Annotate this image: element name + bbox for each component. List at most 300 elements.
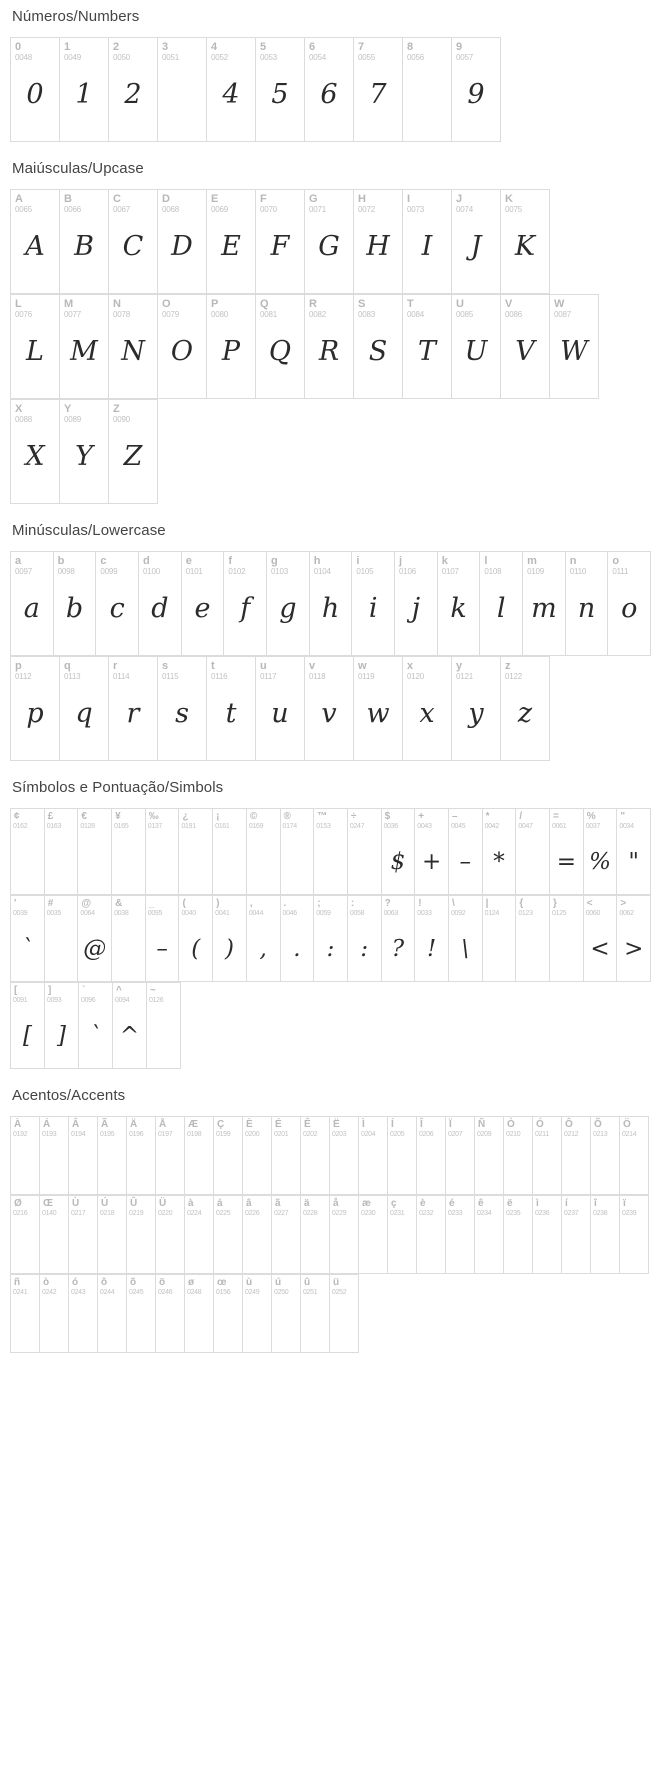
glyph-char-label: ~	[150, 985, 156, 996]
glyph-cell[interactable]	[452, 190, 501, 294]
glyph-cell[interactable]	[45, 983, 79, 1069]
glyph-char-label: Ü	[159, 1198, 167, 1209]
glyph-preview: H	[366, 231, 390, 262]
glyph-code-label: 0230	[361, 1210, 376, 1217]
glyph-preview: W	[560, 336, 588, 367]
glyph-code-label: 0193	[42, 1131, 57, 1138]
glyph-preview: $	[390, 849, 406, 875]
glyph-cell[interactable]	[281, 896, 315, 982]
glyph-cell[interactable]	[11, 896, 45, 982]
glyph-cell[interactable]	[352, 552, 395, 656]
glyph-char-label: Í	[391, 1119, 394, 1130]
glyph-char-label: q	[64, 660, 71, 672]
glyph-cell[interactable]	[207, 657, 256, 761]
glyph-preview: r	[126, 698, 140, 729]
glyph-cell[interactable]	[113, 983, 147, 1069]
glyph-code-label: 0123	[518, 910, 533, 917]
glyph-cell[interactable]	[146, 809, 180, 895]
glyph-cell[interactable]	[11, 657, 60, 761]
glyph-cell[interactable]	[382, 896, 416, 982]
glyph-cell[interactable]	[11, 1275, 40, 1353]
glyph-cell[interactable]	[109, 190, 158, 294]
glyph-char-label: è	[420, 1198, 426, 1209]
glyph-char-label: :	[350, 898, 355, 909]
glyph-char-label: 4	[211, 41, 218, 53]
glyph-code-label: 0092	[450, 910, 466, 917]
glyph-char-label: €	[81, 811, 87, 822]
glyph-char-label: ö	[159, 1277, 166, 1288]
glyph-cell[interactable]	[584, 896, 618, 982]
glyph-preview: 9	[467, 79, 485, 110]
glyph-code-label: 0077	[64, 310, 81, 319]
glyph-cell[interactable]	[98, 1275, 127, 1353]
glyph-cell[interactable]	[301, 1196, 330, 1274]
glyph-cell[interactable]	[305, 190, 354, 294]
glyph-cell[interactable]	[40, 1117, 69, 1195]
glyph-cell[interactable]	[562, 1117, 591, 1195]
glyph-char-label: s	[162, 660, 169, 672]
glyph-cell[interactable]	[60, 38, 109, 142]
glyph-code-label: 0078	[113, 310, 130, 319]
glyph-code-label: 0233	[448, 1210, 463, 1217]
glyph-cell[interactable]	[415, 809, 449, 895]
glyph-cell[interactable]	[301, 1275, 330, 1353]
glyph-cell[interactable]	[158, 295, 207, 399]
glyph-char-label: â	[246, 1198, 252, 1209]
glyph-cell[interactable]	[156, 1196, 185, 1274]
glyph-cell[interactable]	[158, 190, 207, 294]
glyph-cell[interactable]	[109, 295, 158, 399]
glyph-cell[interactable]	[348, 809, 382, 895]
glyph-cell[interactable]	[179, 896, 213, 982]
glyph-cell[interactable]	[550, 809, 584, 895]
glyph-cell[interactable]	[403, 38, 452, 142]
glyph-code-label: 0099	[100, 567, 118, 576]
glyph-code-label: 0251	[303, 1289, 318, 1296]
glyph-cell[interactable]	[185, 1196, 214, 1274]
glyph-char-label: '	[14, 898, 17, 909]
glyph-char-label: %	[586, 811, 596, 822]
glyph-char-label: r	[113, 660, 118, 672]
glyph-cell[interactable]	[314, 896, 348, 982]
glyph-code-label: 0103	[271, 567, 289, 576]
glyph-char-label: z	[505, 660, 511, 672]
glyph-char-label: C	[113, 193, 121, 205]
glyph-char-label: Ù	[72, 1198, 80, 1209]
glyph-cell[interactable]	[449, 896, 483, 982]
glyph-code-label: 0064	[80, 910, 95, 917]
glyph-cell[interactable]	[516, 809, 550, 895]
glyph-cell[interactable]	[305, 657, 354, 761]
glyph-code-label: 0201	[274, 1131, 289, 1138]
glyph-code-label: 0076	[15, 310, 32, 319]
glyph-cell[interactable]	[185, 1117, 214, 1195]
glyph-preview: =	[556, 849, 576, 875]
glyph-cell[interactable]	[281, 809, 315, 895]
glyph-char-label: ÷	[350, 811, 357, 822]
glyph-cell[interactable]	[146, 896, 180, 982]
glyph-preview: G	[318, 231, 340, 262]
glyph-cell[interactable]	[147, 983, 181, 1069]
glyph-cell[interactable]	[185, 1275, 214, 1353]
glyph-cell[interactable]	[354, 38, 403, 142]
glyph-cell[interactable]	[354, 657, 403, 761]
glyph-cell[interactable]	[182, 552, 225, 656]
glyph-preview: –	[459, 849, 472, 875]
glyph-cell[interactable]	[11, 295, 60, 399]
glyph-cell[interactable]	[305, 295, 354, 399]
glyph-cell[interactable]	[156, 1275, 185, 1353]
glyph-cell[interactable]	[446, 1196, 475, 1274]
glyph-cell[interactable]	[54, 552, 97, 656]
glyph-cell[interactable]	[247, 809, 281, 895]
glyph-cell[interactable]	[109, 400, 158, 504]
glyph-preview: b	[65, 593, 84, 624]
glyph-cell[interactable]	[446, 1117, 475, 1195]
glyph-cell[interactable]	[533, 1117, 562, 1195]
glyph-char-label: w	[358, 660, 367, 672]
glyph-cell[interactable]	[207, 295, 256, 399]
glyph-char-label: X	[15, 403, 23, 415]
glyph-preview: J	[470, 231, 482, 262]
glyph-cell[interactable]	[96, 552, 139, 656]
glyph-char-label: u	[260, 660, 267, 672]
glyph-cell[interactable]	[112, 809, 146, 895]
glyph-char-label: é	[449, 1198, 455, 1209]
glyph-cell[interactable]	[591, 1196, 620, 1274]
glyph-code-label: 0200	[245, 1131, 260, 1138]
glyph-code-label: 0088	[15, 415, 32, 424]
glyph-char-label: ó	[72, 1277, 79, 1288]
glyph-cell[interactable]	[45, 809, 79, 895]
glyph-preview: `	[21, 936, 34, 962]
glyph-cell[interactable]	[359, 1117, 388, 1195]
glyph-preview: Q	[268, 336, 292, 367]
glyph-cell[interactable]	[179, 809, 213, 895]
glyph-cell[interactable]	[11, 38, 60, 142]
glyph-cell[interactable]	[40, 1275, 69, 1353]
glyph-code-label: 0049	[64, 53, 81, 62]
glyph-code-label: 0082	[309, 310, 326, 319]
glyph-code-label: 0238	[593, 1210, 608, 1217]
glyph-cell[interactable]	[501, 657, 550, 761]
glyph-cell[interactable]	[78, 809, 112, 895]
glyph-cell[interactable]	[256, 295, 305, 399]
glyph-cell[interactable]	[60, 190, 109, 294]
glyph-char-label: í	[565, 1198, 568, 1209]
glyph-preview: T	[417, 336, 436, 367]
glyph-cell[interactable]	[11, 400, 60, 504]
glyph-char-label: v	[309, 660, 316, 672]
glyph-char-label: ¥	[115, 811, 121, 822]
glyph-code-label: 0247	[349, 823, 365, 830]
glyph-cell[interactable]	[213, 809, 247, 895]
glyph-cell[interactable]	[243, 1196, 272, 1274]
glyph-char-label: æ	[362, 1198, 371, 1209]
glyph-code-label: 0071	[309, 205, 326, 214]
glyph-cell[interactable]	[523, 552, 566, 656]
glyph-cell[interactable]	[69, 1117, 98, 1195]
glyph-char-label: 2	[113, 41, 120, 53]
glyph-cell[interactable]	[388, 1196, 417, 1274]
glyph-char-label: O	[162, 298, 171, 310]
glyph-cell[interactable]	[79, 983, 113, 1069]
glyph-cell[interactable]	[11, 190, 60, 294]
glyph-code-label: 0081	[260, 310, 277, 319]
glyph-code-label: 0119	[358, 672, 375, 681]
glyph-cell[interactable]	[243, 1275, 272, 1353]
glyph-cell[interactable]	[207, 38, 256, 142]
glyph-preview: ,	[259, 936, 267, 962]
glyph-code-label: 0110	[569, 567, 587, 576]
glyph-cell[interactable]	[224, 552, 267, 656]
glyph-cell[interactable]	[516, 896, 550, 982]
glyph-cell[interactable]	[475, 1196, 504, 1274]
glyph-char-label: {	[519, 898, 524, 909]
glyph-cell[interactable]	[213, 896, 247, 982]
glyph-char-label: t	[211, 660, 215, 672]
glyph-cell[interactable]	[566, 552, 609, 656]
glyph-cell[interactable]	[550, 295, 599, 399]
glyph-code-label: 0113	[64, 672, 81, 681]
glyph-preview: f	[240, 593, 251, 624]
glyph-char-label: !	[418, 898, 422, 909]
glyph-code-label: 0040	[181, 910, 196, 917]
glyph-cell[interactable]	[272, 1275, 301, 1353]
glyph-code-label: 0206	[419, 1131, 434, 1138]
glyph-cell[interactable]	[158, 657, 207, 761]
glyph-cell[interactable]	[207, 190, 256, 294]
glyph-code-label: 0199	[216, 1131, 231, 1138]
glyph-preview: F	[270, 231, 290, 262]
glyph-cell[interactable]	[98, 1196, 127, 1274]
glyph-cell[interactable]	[272, 1117, 301, 1195]
glyph-preview: ?	[391, 936, 405, 962]
glyph-char-label: G	[309, 193, 318, 205]
glyph-cell[interactable]	[330, 1196, 359, 1274]
glyph-code-label: 0162	[13, 823, 28, 830]
glyph-cell[interactable]	[591, 1117, 620, 1195]
glyph-cell[interactable]	[354, 295, 403, 399]
glyph-cell[interactable]	[417, 1196, 446, 1274]
glyph-code-label: 0120	[407, 672, 424, 681]
glyph-cell[interactable]	[617, 896, 651, 982]
glyph-code-label: 0055	[358, 53, 375, 62]
glyph-code-label: 0107	[441, 567, 459, 576]
glyph-cell[interactable]	[330, 1117, 359, 1195]
section-upcase	[10, 146, 651, 504]
glyph-cell[interactable]	[40, 1196, 69, 1274]
glyph-cell[interactable]	[550, 896, 584, 982]
glyph-cell[interactable]	[480, 552, 523, 656]
glyph-cell[interactable]	[11, 809, 45, 895]
glyph-code-label: 0105	[356, 567, 374, 576]
glyph-cell[interactable]	[139, 552, 182, 656]
glyph-preview: d	[151, 593, 169, 624]
glyph-cell[interactable]	[214, 1196, 243, 1274]
glyph-preview: p	[26, 698, 44, 729]
glyph-code-label: 0192	[13, 1131, 28, 1138]
glyph-cell[interactable]	[272, 1196, 301, 1274]
glyph-cell[interactable]	[501, 295, 550, 399]
glyph-code-label: 0227	[274, 1210, 289, 1217]
glyph-cell[interactable]	[449, 809, 483, 895]
glyph-cell[interactable]	[330, 1275, 359, 1353]
glyph-cell[interactable]	[11, 983, 45, 1069]
glyph-preview: R	[318, 336, 340, 367]
glyph-cell[interactable]	[305, 38, 354, 142]
glyph-preview: S	[368, 336, 388, 367]
glyph-preview: C	[122, 231, 144, 262]
glyph-cell[interactable]	[395, 552, 438, 656]
glyph-cell[interactable]	[483, 809, 517, 895]
glyph-cell[interactable]	[617, 809, 651, 895]
glyph-code-label: 0228	[303, 1210, 318, 1217]
glyph-code-label: 0063	[383, 910, 398, 917]
glyph-cell[interactable]	[608, 552, 651, 656]
glyph-preview: 6	[320, 79, 338, 110]
glyph-code-label: 0165	[114, 823, 129, 830]
glyph-cell[interactable]	[256, 657, 305, 761]
glyph-cell[interactable]	[348, 896, 382, 982]
glyph-char-label: h	[313, 555, 321, 567]
glyph-char-label: &	[115, 898, 123, 909]
glyph-cell[interactable]	[214, 1117, 243, 1195]
glyph-char-label: £	[47, 811, 54, 822]
glyph-code-label: 0229	[332, 1210, 347, 1217]
glyph-cell[interactable]	[256, 38, 305, 142]
glyph-cell[interactable]	[243, 1117, 272, 1195]
glyph-cell[interactable]	[452, 295, 501, 399]
glyph-code-label: 0207	[448, 1131, 463, 1138]
glyph-cell[interactable]	[504, 1117, 533, 1195]
glyph-char-label: e	[185, 555, 192, 567]
glyph-cell[interactable]	[267, 552, 310, 656]
glyph-cell[interactable]	[438, 552, 481, 656]
glyph-char-label: Å	[159, 1119, 167, 1130]
glyph-cell[interactable]	[11, 1196, 40, 1274]
glyph-code-label: 0124	[484, 910, 499, 917]
glyph-code-label: 0044	[248, 910, 264, 917]
glyph-code-label: 0038	[114, 910, 129, 917]
glyph-cell[interactable]	[475, 1117, 504, 1195]
glyph-cell[interactable]	[562, 1196, 591, 1274]
glyph-cell[interactable]	[127, 1196, 156, 1274]
glyph-cell[interactable]	[310, 552, 353, 656]
glyph-cell[interactable]	[127, 1275, 156, 1353]
glyph-cell[interactable]	[60, 400, 109, 504]
glyph-cell[interactable]	[584, 809, 618, 895]
glyph-cell[interactable]	[359, 1196, 388, 1274]
glyph-char-label: n	[569, 555, 577, 567]
glyph-char-label: .	[283, 898, 287, 909]
glyph-cell[interactable]	[504, 1196, 533, 1274]
glyph-cell[interactable]	[127, 1117, 156, 1195]
glyph-preview: q	[75, 698, 93, 729]
glyph-code-label: 0058	[349, 910, 365, 917]
glyph-cell[interactable]	[158, 38, 207, 142]
glyph-cell[interactable]	[415, 896, 449, 982]
glyph-code-label: 0232	[419, 1210, 434, 1217]
glyph-preview: m	[531, 593, 557, 624]
glyph-preview: 1	[75, 79, 93, 110]
glyph-preview: z	[517, 698, 533, 729]
glyph-char-label: Ì	[362, 1119, 365, 1130]
glyph-cell[interactable]	[417, 1117, 446, 1195]
glyph-cell[interactable]	[314, 809, 348, 895]
glyph-preview: N	[121, 336, 145, 367]
glyph-char-label: }	[553, 898, 557, 909]
glyph-cell[interactable]	[452, 657, 501, 761]
glyph-cell[interactable]	[156, 1117, 185, 1195]
glyph-preview: :	[360, 936, 369, 962]
glyph-cell[interactable]	[11, 1117, 40, 1195]
glyph-char-label: o	[612, 555, 620, 567]
glyph-cell[interactable]	[452, 38, 501, 142]
glyph-cell[interactable]	[214, 1275, 243, 1353]
glyph-preview: j	[411, 593, 421, 624]
glyph-char-label: É	[275, 1119, 282, 1130]
glyph-cell[interactable]	[382, 809, 416, 895]
glyph-cell[interactable]	[620, 1196, 649, 1274]
glyph-char-label: ñ	[14, 1277, 21, 1288]
glyph-cell[interactable]	[403, 295, 452, 399]
glyph-cell[interactable]	[98, 1117, 127, 1195]
glyph-cell[interactable]	[109, 38, 158, 142]
glyph-cell[interactable]	[60, 657, 109, 761]
glyph-cell[interactable]	[533, 1196, 562, 1274]
glyph-code-label: 0243	[71, 1289, 86, 1296]
glyph-cell[interactable]	[501, 190, 550, 294]
glyph-code-label: 0095	[147, 910, 163, 917]
glyph-preview: 2	[124, 79, 142, 110]
glyph-code-label: 0217	[71, 1210, 86, 1217]
glyph-code-label: 0100	[143, 567, 161, 576]
glyph-cell[interactable]	[11, 552, 54, 656]
glyph-cell[interactable]	[403, 190, 452, 294]
glyph-cell[interactable]	[256, 190, 305, 294]
glyph-code-label: 0216	[13, 1210, 28, 1217]
glyph-cell[interactable]	[403, 657, 452, 761]
glyph-cell[interactable]	[301, 1117, 330, 1195]
glyph-char-label: ¿	[182, 811, 189, 822]
glyph-cell[interactable]	[483, 896, 517, 982]
glyph-char-label: ™	[317, 811, 328, 822]
glyph-cell[interactable]	[60, 295, 109, 399]
glyph-cell[interactable]	[69, 1196, 98, 1274]
glyph-char-label: ä	[304, 1198, 310, 1209]
glyph-char-label: ®	[283, 811, 291, 822]
glyph-code-label: 0091	[13, 997, 28, 1004]
glyph-cell[interactable]	[78, 896, 112, 982]
glyph-cell[interactable]	[69, 1275, 98, 1353]
glyph-char-label: Õ	[594, 1119, 602, 1130]
glyph-cell[interactable]	[45, 896, 79, 982]
glyph-cell[interactable]	[388, 1117, 417, 1195]
glyph-cell[interactable]	[620, 1117, 649, 1195]
glyph-char-label: ù	[246, 1277, 253, 1288]
glyph-cell[interactable]	[109, 657, 158, 761]
glyph-preview: K	[514, 231, 536, 262]
glyph-cell[interactable]	[354, 190, 403, 294]
glyph-char-label: A	[15, 193, 23, 205]
glyph-code-label: 0117	[260, 672, 277, 681]
glyph-cell[interactable]	[247, 896, 281, 982]
glyph-cell[interactable]	[112, 896, 146, 982]
glyph-char-label: F	[260, 193, 267, 205]
glyph-code-label: 0210	[506, 1131, 521, 1138]
glyph-char-label: B	[64, 193, 72, 205]
